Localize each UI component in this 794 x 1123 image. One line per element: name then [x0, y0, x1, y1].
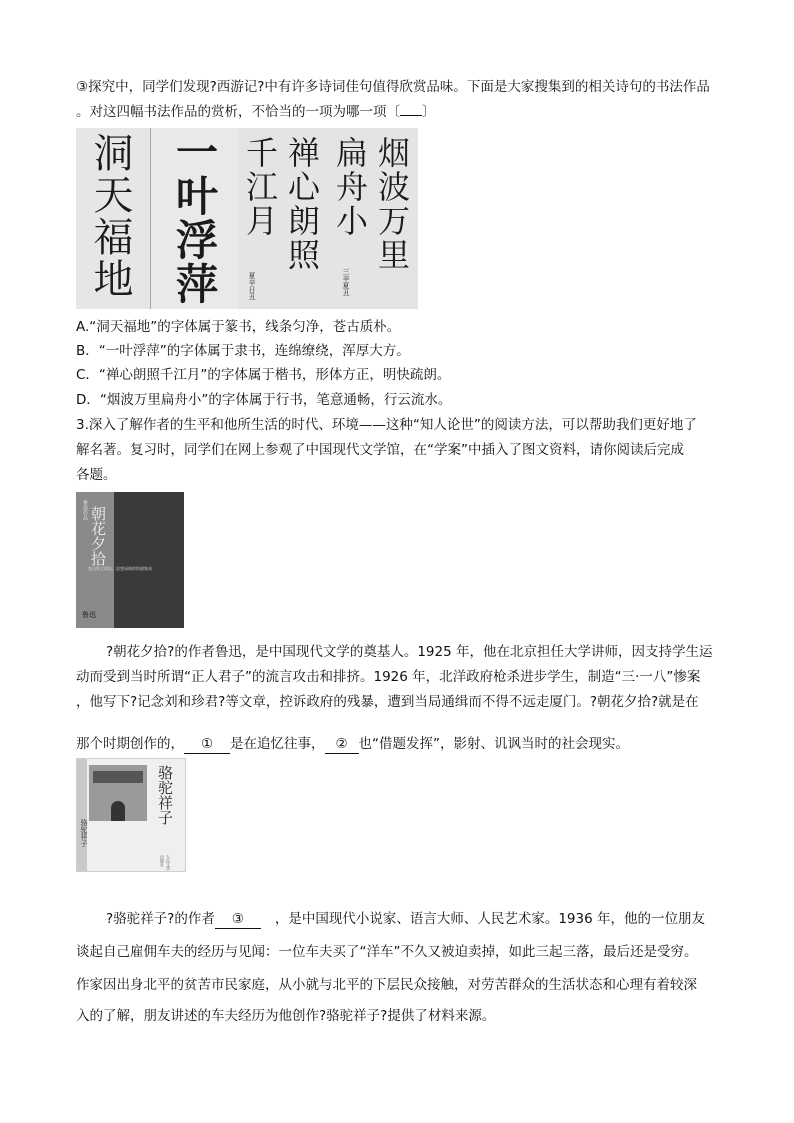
question-3-bracket: 〕: [422, 104, 436, 120]
para-1-line-4-text-c: 也“借题发挥”，影射、讥讽当时的社会现实。: [358, 736, 629, 752]
calligraphy-work-6: 烟波万里: [373, 136, 411, 272]
para-2-line-3: 作家因出身北平的贫苦市民家庭，从小就与北平的下层民众接触，对劳苦群众的生活状态和心理有着较深: [76, 977, 697, 993]
calligraphy-seal-1: 夏辛日丑: [248, 272, 256, 300]
para-2-line-1-text-b: ，是中国现代小说家、语言大师、人民艺术家。1936 年，他的一位朋友: [274, 911, 705, 927]
para-1-line-4: [76, 735, 629, 754]
book-cover-caption: 鲁迅散文精选，思想深刻的情感集成: [88, 566, 152, 571]
option-c: C．“禅心朗照千江月”的字体属于楷书，形体方正，明快疏朗。: [76, 367, 451, 383]
para-2-line-4: 入的了解，朋友讲述的车夫经历为他创作?骆驼祥子?提供了材料来源。: [76, 1008, 496, 1024]
calligraphy-panel-1: [76, 128, 150, 309]
answer-blank-1[interactable]: ①: [184, 735, 230, 754]
luxun-portrait-image: [114, 492, 184, 628]
calligraphy-work-3: 千江月: [241, 136, 279, 238]
question-3-stem: 。对这四幅书法作品的赏析，不恰当的一项为哪一项〔: [76, 104, 400, 120]
intro-line-3: 各题。: [76, 467, 117, 483]
book-cover-luotuoxiangzi: [76, 758, 186, 872]
book-cover-title: 朝花夕拾: [89, 506, 107, 566]
calligraphy-work-4: 禅心朗照: [283, 136, 321, 272]
calligraphy-panel-3: [238, 128, 418, 309]
calligraphy-image: [76, 128, 418, 309]
book-cover-title: 骆驼祥子: [156, 765, 174, 825]
para-1-line-1: ?朝花夕拾?的作者鲁迅，是中国现代文学的奠基人。1925 年，他在北京担任大学讲师，因支持学生运: [106, 644, 713, 660]
para-1-line-3: ，他写下?记念刘和珍君?等文章，控诉政府的残暴，遭到当局通缉而不得不远走厦门。?朝花夕拾?就是在: [76, 694, 699, 710]
option-a: A.“洞天福地”的字体属于篆书，线条匀净，苍古质朴。: [76, 319, 401, 335]
gate-roof: [93, 771, 143, 783]
calligraphy-work-2: 一叶浮萍: [170, 130, 219, 306]
book-cover-zhaohuaxishi: [76, 492, 184, 628]
para-2-line-1: [106, 910, 705, 929]
para-2-line-2: 谈起自己雇佣车夫的经历与见闻：一位车夫买了“洋车”不久又被迫卖掉，如此三起三落，最后还是受穷。: [76, 944, 698, 960]
answer-blank-3[interactable]: ③: [215, 910, 261, 929]
gate-arch: [111, 801, 125, 821]
para-2-line-1-text-a: ?骆驼祥子?的作者: [106, 911, 215, 927]
book-spine: [77, 759, 87, 871]
calligraphy-panel-2: [150, 128, 239, 309]
intro-line-2: 解名著。复习时，同学们在网上参观了中国现代文学馆，在“学案”中插入了图文资料，请你阅读后完成: [76, 442, 684, 458]
calligraphy-seal-2: 三辛夏丑: [342, 268, 350, 296]
book-cover-series: 鲁迅作品: [82, 500, 88, 520]
question-3-line-1: ③探究中，同学们发现?西游记?中有许多诗词佳句值得欣赏品味。下面是大家搜集到的相关诗句的书法作品: [76, 79, 710, 95]
calligraphy-work-5: 扁舟小: [331, 136, 369, 238]
option-b: B．“一叶浮萍”的字体属于隶书，连绵缭绕，浑厚大方。: [76, 343, 410, 359]
option-d: D．“烟波万里扁舟小”的字体属于行书，笔意通畅，行云流水。: [76, 392, 452, 408]
para-1-line-2: 动而受到当时所谓“正人君子”的流言攻击和排挤。1926 年，北洋政府枪杀进步学生，制造“三·一八”惨案: [76, 669, 701, 685]
answer-blank-2[interactable]: ②: [325, 735, 359, 754]
answer-blank[interactable]: [400, 115, 422, 116]
calligraphy-work-1: 洞天福地: [87, 132, 133, 300]
book-cover-publisher: 人民文学出版社: [160, 855, 171, 871]
book-spine-title: 骆驼祥子: [80, 819, 88, 847]
question-3-line-2: [76, 103, 436, 121]
para-1-line-4-text-b: 是在追忆往事，: [230, 736, 325, 752]
para-1-line-4-text-a: 那个时期创作的，: [76, 736, 184, 752]
book-cover-author: 鲁迅: [82, 611, 96, 619]
city-gate-image: [89, 765, 147, 821]
intro-line-1: 3.深入了解作者的生平和他所生活的时代、环境——这种“知人论世”的阅读方法，可以帮助我们更好地了: [76, 417, 697, 433]
